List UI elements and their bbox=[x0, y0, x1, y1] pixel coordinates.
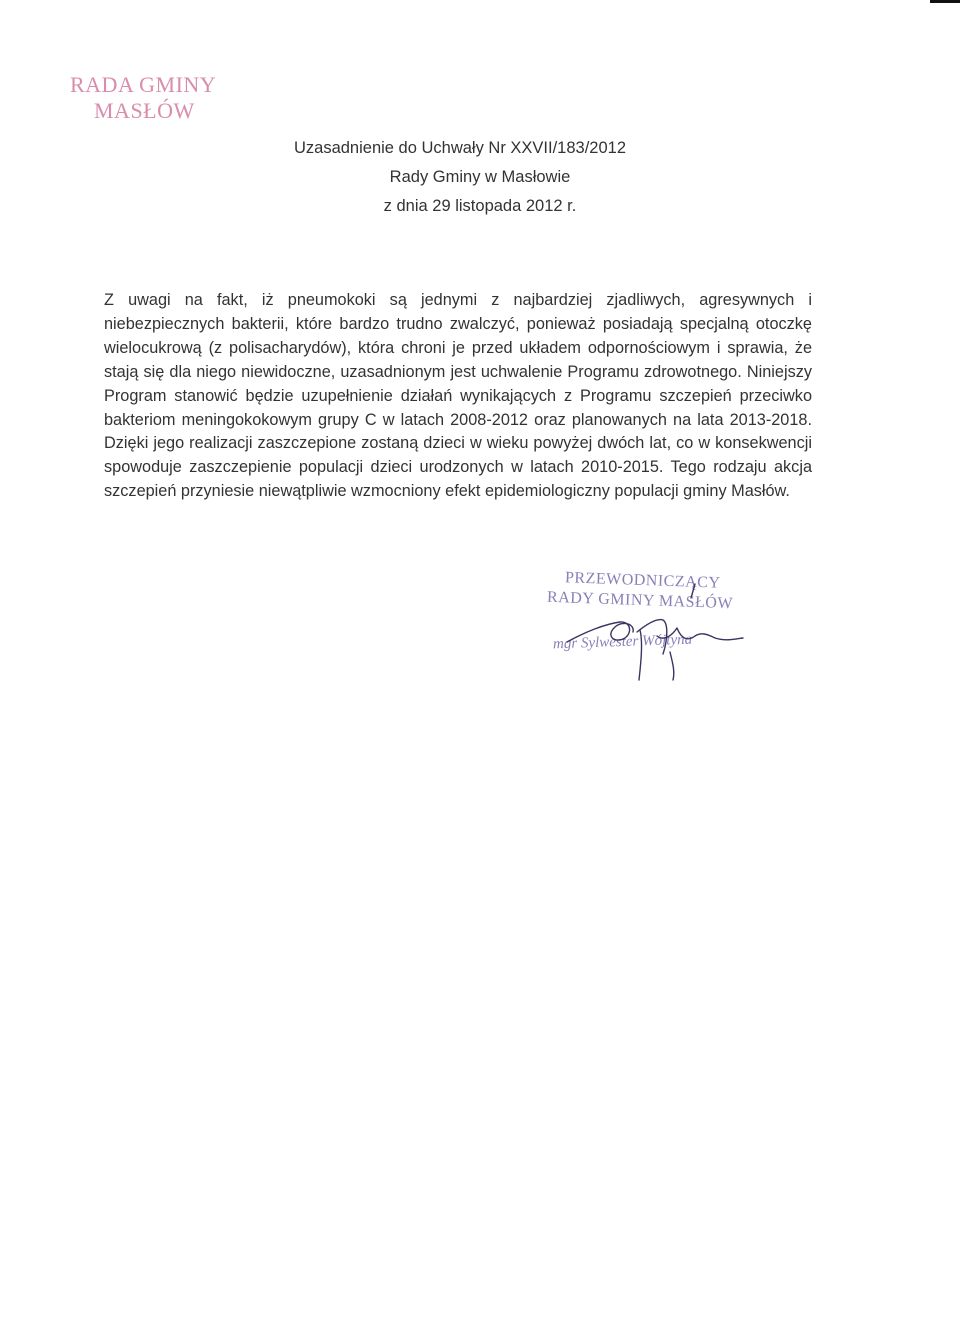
heading-resolution-title: Uzasadnienie do Uchwały Nr XXVII/183/2012 bbox=[293, 139, 627, 157]
signature-name: mgr Sylwester Wójtyna bbox=[552, 631, 693, 653]
scan-corner-mark bbox=[930, 0, 960, 3]
heading-council-name: Rady Gminy w Masłowie bbox=[389, 168, 571, 186]
justification-paragraph: Z uwagi na fakt, iż pneumokoki są jednymi z najbardziej zjadliwych, agresywnych i niebezpiecznych bakterii, które bardzo trudno zwalczyć, ponieważ posiadają specjalną otoczkę wielocukrową (z polisacharydów), która chroni je przed układem odpornościowym i sprawia, że stają się dla niego niewidoczne, uzasadnionym jest uchwalenie Programu zdrowotnego. Niniejszy Program stanowić będzie uzupełnienie działań wynikających z Programu szczepień przeciwko bakteriom meningokokowym grupy C w latach 2008-2012 oraz planowanych na lata 2013-2018. Dzięki jego realizacji zaszczepione zostaną dzieci w wieku powyżej dwóch lat, co w konsekwencji spowoduje zaszczepienie populacji dzieci urodzonych w latach 2010-2015. Tego rodzaju akcja szczepień przyniesie niewątpliwie wzmocniony efekt epidemiologiczny populacji gminy Masłów. bbox=[104, 291, 812, 501]
document-heading bbox=[0, 134, 960, 221]
signature-title-line2: RADY GMINY MASŁÓW bbox=[546, 588, 734, 613]
council-stamp-line1: RADA GMINY bbox=[70, 72, 217, 97]
council-stamp-line2: MASŁÓW bbox=[94, 98, 195, 123]
signature-block bbox=[545, 569, 785, 692]
signature-title-line1: PRZEWODNICZĄCY bbox=[564, 569, 721, 592]
council-stamp bbox=[70, 72, 216, 124]
handwritten-signature bbox=[545, 572, 785, 692]
heading-date: z dnia 29 listopada 2012 r. bbox=[383, 197, 577, 215]
